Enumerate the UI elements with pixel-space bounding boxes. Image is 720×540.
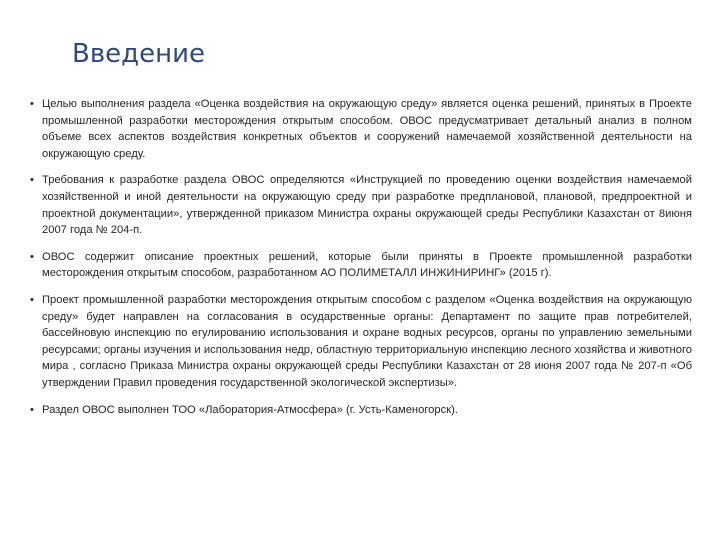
bullet-marker [30,292,40,309]
bullet-item [30,249,692,282]
bullet-item [30,96,692,162]
bullet-text: Целью выполнения раздела «Оценка воздействия на окружающую среду» является оценка решений, принятых в Проекте промышленной разработки месторождения открытым способом. ОВОС предусматривает детальный анализ в полном объеме всех аспектов воздействия конкретных объектов и сооружений намечаемой хозяйственной деятельности на окружающую среду. [42,98,692,160]
bullet-marker [30,96,40,113]
bullet-text: Раздел ОВОС выполнен ТОО «Лаборатория-Атмосфера» (г. Усть-Каменогорск). [42,403,458,416]
bullet-text: Проект промышленной разработки месторождения открытым способом с разделом «Оценка воздействия на окружающую среду» будет направлен на согласования в осударственные органы: Департамент по защите прав потребителей, бассейновую инспекцию по егулированию использования и охране водных ресурсов, органы по управлению земельными ресурсами; органы изучения и использования недр, областную территориальную инспекцию лесного хозяйства и животного мира , согласно Приказа Министра охраны окружающей среды Республики Казахстан от 28 июня 2007 года № 207-п «Об утверждении Правил проведения государственной экологической экспертизы». [42,293,692,389]
bullet-item [30,292,692,392]
bullet-text: Требования к разработке раздела ОВОС определяются «Инструкцией по проведению оценки воздействия намечаемой хозяйственной и иной деятельности на окружающую среду при разработке предплановой, плановой, предпроектной и проектной документации», утвержденной приказом Министра охраны окружающей среды Республики Казахстан от 8июня 2007 года № 204-п. [42,174,692,237]
bullet-marker [30,402,40,419]
bullet-item [30,172,692,238]
slide-title: Введение [72,39,206,69]
bullet-text: ОВОС содержит описание проектных решений, которые были приняты в Проекте промышленной разработки месторождения открытым способом, разработанном АО ПОЛИМЕТАЛЛ ИНЖИНИРИНГ» (2015 г). [42,250,692,280]
bullet-list [30,96,692,428]
bullet-marker [30,249,40,266]
bullet-marker [30,172,40,189]
bullet-item [30,402,692,419]
